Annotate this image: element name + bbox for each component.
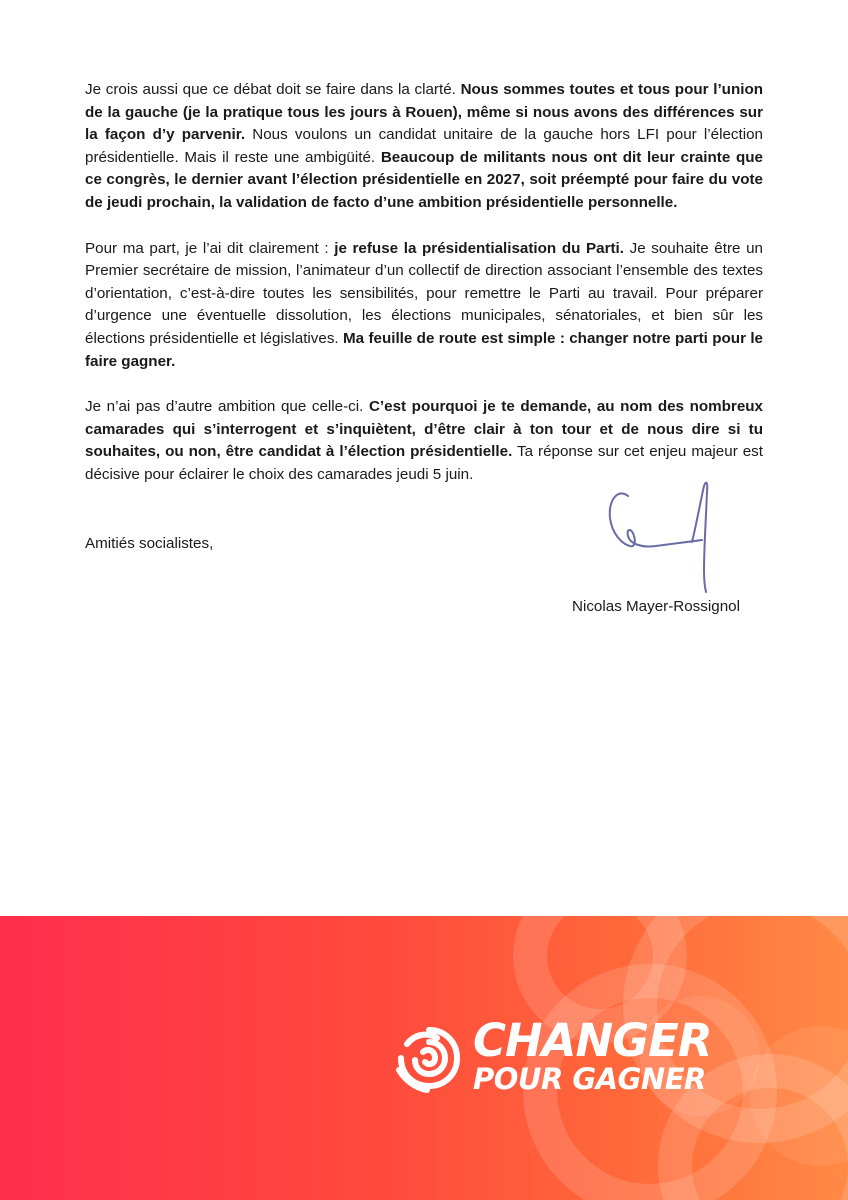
paragraph-3 [85, 396, 763, 486]
paragraph-2 [85, 238, 763, 374]
letter-body [85, 79, 763, 510]
rose-icon [393, 1022, 465, 1094]
brand-title: CHANGER [473, 1014, 712, 1067]
footer-banner [0, 916, 848, 1200]
campaign-logo [393, 1014, 743, 1100]
p3-seg-0: Je n’ai pas d’autre ambition que celle-ci. [85, 398, 369, 416]
signer-name: Nicolas Mayer-Rossignol [572, 598, 740, 615]
brand-subtitle: POUR GAGNER [473, 1062, 706, 1096]
p2-seg-1: je refuse la présidentialisation du Parti. [334, 239, 624, 257]
p3-seg-1: C’est pourquoi je te demande, au nom des nombreux camarades qui s’interrogent et s’inquiètent, d’être clair à ton tour et de nous dire si tu souhaites, ou non, être candidat à l’élection présidentielle. [85, 398, 763, 461]
p3-seg-2: Ta réponse sur cet enjeu majeur est décisive pour éclairer le choix des camarades jeudi 5 juin. [85, 443, 763, 483]
p1-seg-2: Nous voulons un candidat unitaire de la gauche hors LFI pour l’élection présidentielle. Mais il reste une ambigüité. [85, 126, 763, 166]
p2-seg-3: Ma feuille de route est simple : changer notre parti pour le faire gagner. [85, 329, 763, 370]
closing-salutation: Amitiés socialistes, [85, 535, 214, 552]
p2-seg-2: Je souhaite être un Premier secrétaire de mission, l’animateur d’un collectif de direction associant l’ensemble des textes d’orientation, c’est-à-dire toutes les sensibilités, pour remettre le Parti au travail. Pour préparer d’urgence une éventuelle dissolution, les élections municipales, sénatoriales, et bien sûr les élections présidentielle et législatives. [85, 239, 763, 347]
paragraph-1 [85, 79, 763, 215]
p2-seg-0: Pour ma part, je l’ai dit clairement : [85, 239, 335, 257]
handwritten-signature [596, 478, 726, 596]
p1-seg-0: Je crois aussi que ce débat doit se faire dans la clarté. [85, 81, 461, 98]
p1-seg-3: Beaucoup de militants nous ont dit leur crainte que ce congrès, le dernier avant l’élection présidentielle en 2027, soit préempté pour faire du vote de jeudi prochain, la validation de facto d’une ambition présidentielle personnelle. [85, 148, 763, 211]
p1-seg-1: Nous sommes toutes et tous pour l’union de la gauche (je la pratique tous les jours à Rouen), même si nous avons des différences sur la façon d’y parvenir. [85, 81, 764, 144]
